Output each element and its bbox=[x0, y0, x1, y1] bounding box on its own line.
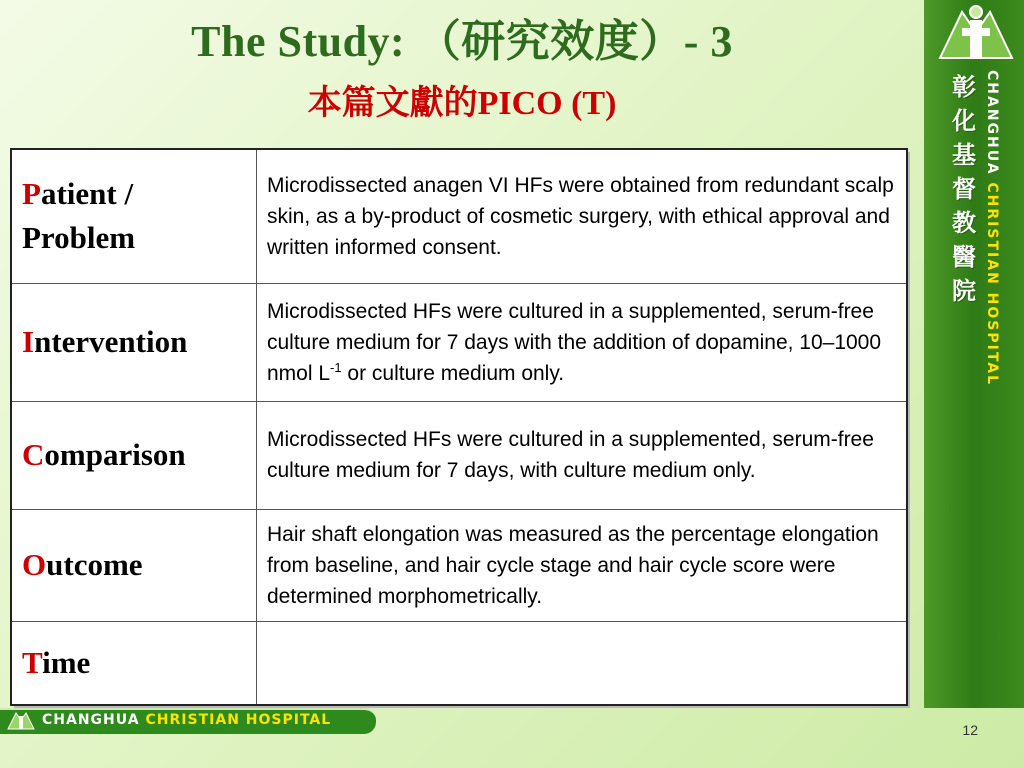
desc-superscript: -1 bbox=[330, 359, 342, 375]
table-row-outcome bbox=[11, 509, 907, 621]
desc-text: Microdissected HFs were cultured in a supplemented, serum-free culture medium for 7 days with the addition of dopamine, 10–1000 nmol L bbox=[267, 299, 882, 385]
row-label-time bbox=[11, 621, 257, 705]
hospital-logo-icon bbox=[932, 2, 1020, 62]
table-row-intervention bbox=[11, 283, 907, 401]
footer-word-christian-hospital: CHRISTIAN HOSPITAL bbox=[145, 712, 332, 728]
brand-vertical-chars bbox=[944, 70, 984, 308]
page-number: 12 bbox=[962, 722, 978, 738]
label-initial: I bbox=[22, 324, 35, 359]
slide-title: The Study: （研究效度）- 3 bbox=[191, 17, 733, 66]
brand-char: 化 bbox=[952, 107, 976, 135]
brand-char: 基 bbox=[952, 141, 976, 169]
brand-char: 彰 bbox=[952, 73, 976, 101]
row-desc-patient: Microdissected anagen VI HFs were obtained from redundant scalp skin, as a by-product of cosmetic surgery, with ethical approval and written informed consent. bbox=[257, 149, 908, 283]
table-row-patient bbox=[11, 149, 907, 283]
brand-word-changhua: CHANGHUA bbox=[984, 70, 1000, 176]
footer-word-changhua: CHANGHUA bbox=[42, 712, 140, 728]
desc-text-end: or culture medium only. bbox=[341, 361, 565, 385]
brand-char: 醫 bbox=[952, 243, 976, 271]
label-initial: T bbox=[22, 644, 43, 680]
row-label-intervention bbox=[11, 283, 257, 401]
row-label-patient bbox=[11, 149, 257, 283]
row-desc-comparison: Microdissected HFs were cultured in a supplemented, serum-free culture medium for 7 days, with culture medium only. bbox=[257, 401, 908, 509]
table-row-time bbox=[11, 621, 907, 705]
brand-char: 教 bbox=[952, 209, 976, 237]
row-label-comparison bbox=[11, 401, 257, 509]
row-desc-intervention bbox=[257, 283, 908, 401]
label-rest: ntervention bbox=[34, 324, 188, 359]
brand-char: 督 bbox=[952, 175, 976, 203]
label-rest-line2: Problem bbox=[22, 220, 136, 256]
brand-vertical-text bbox=[984, 70, 1000, 386]
row-desc-time bbox=[257, 621, 908, 705]
brand-char: 院 bbox=[952, 277, 976, 305]
row-desc-outcome: Hair shaft elongation was measured as the percentage elongation from baseline, and hair cycle stage and hair cycle score were determined morphometrically. bbox=[257, 509, 908, 621]
label-rest: ime bbox=[42, 644, 91, 680]
label-initial: C bbox=[22, 437, 45, 472]
footer-brand-text bbox=[42, 710, 331, 730]
table-row-comparison bbox=[11, 401, 907, 509]
label-initial: O bbox=[22, 547, 47, 582]
label-rest: atient / bbox=[40, 176, 134, 212]
footer-logo-icon bbox=[6, 710, 36, 730]
label-initial: P bbox=[22, 176, 41, 212]
label-rest: omparison bbox=[44, 437, 186, 472]
brand-word-christian-hospital: CHRISTIAN HOSPITAL bbox=[984, 182, 1000, 387]
pico-table bbox=[10, 148, 908, 706]
label-rest: utcome bbox=[46, 547, 143, 582]
slide-subtitle: 本篇文獻的PICO (T) bbox=[307, 85, 617, 122]
row-label-outcome bbox=[11, 509, 257, 621]
